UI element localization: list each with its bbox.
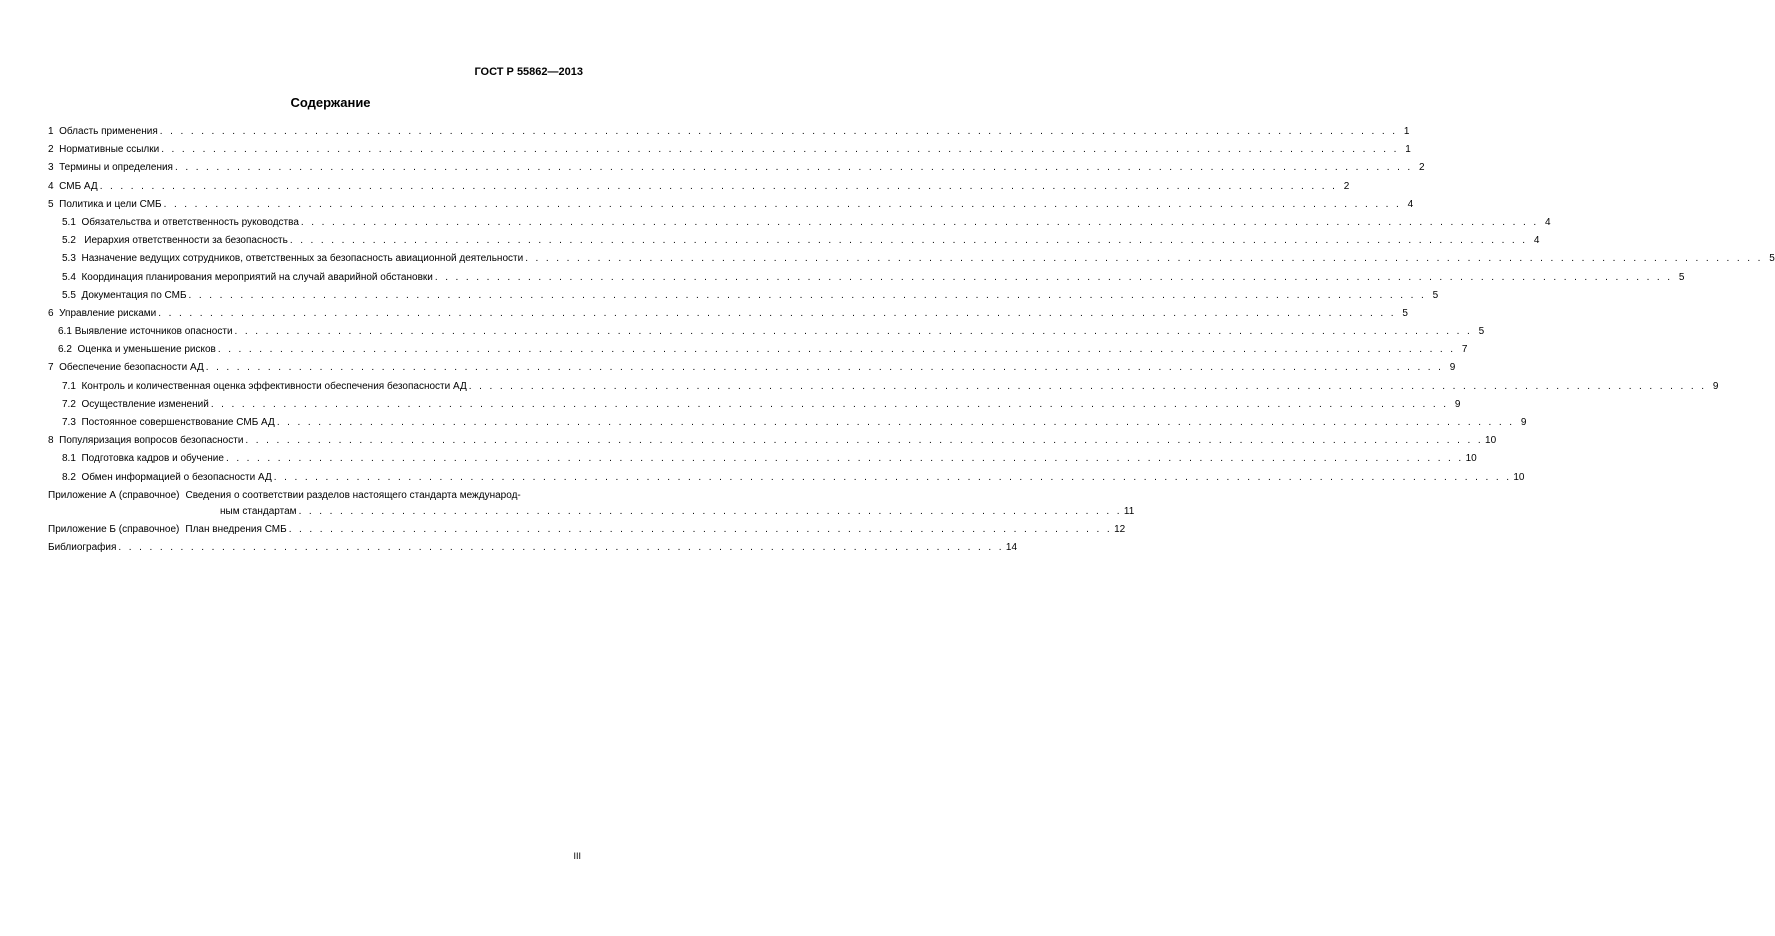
toc-entry-page: 2 bbox=[1419, 162, 1425, 174]
toc-entry[interactable] bbox=[48, 216, 1551, 234]
toc-entry[interactable] bbox=[48, 234, 1540, 252]
toc-entry-title: Координация планирования мероприятий на случай аварийной обстановки bbox=[81, 271, 433, 283]
toc-leader-dots: . . . . . . . . . . . . . . . . . . . . . . . . . . . . . . . . . . . . . . . . . . . . . . . . . . . . . . . . . . . . . . . . . . . . . . . . . . . . . . . . . . . . . . . . . . . . . . . . . . . . . . . . . . . . . . . . . . . . . . . . bbox=[245, 435, 1484, 447]
toc-entry-title: Обязательства и ответственность руководства bbox=[81, 216, 299, 228]
toc-leader-dots: . . . . . . . . . . . . . . . . . . . . . . . . . . . . . . . . . . . . . . . . . . . . . . . . . . . . . . . . . . . . . . . . . . . . . . . . . . . . . . . . . . . . . . . . . . . . . . . . . . . . . . . . . . . . . . . . . . . . . . . . bbox=[525, 253, 1763, 265]
toc-entry-number: 6.1 bbox=[58, 326, 75, 338]
toc-leader-dots: . . . . . . . . . . . . . . . . . . . . . . . . . . . . . . . . . . . . . . . . . . . . . . . . . . . . . . . . . . . . . . . . . . . . . . . . . . . . . . . . . . . . . . . . . . . . . . . . . . . . . . . . . . . . . . . . . . . . . . . . bbox=[210, 398, 1449, 410]
toc-entry-number: 5.2 bbox=[62, 235, 85, 247]
toc-entry-number: 5.3 bbox=[62, 253, 82, 265]
toc-entry-page: 10 bbox=[1465, 453, 1477, 465]
toc-entry-title: Назначение ведущих сотрудников, ответственных за безопасность авиационной деятельности bbox=[81, 253, 524, 265]
toc-leader-dots: . . . . . . . . . . . . . . . . . . . . . . . . . . . . . . . . . . . . . . . . . . . . . . . . . . . . . . . . . . . . . . . . . . . . . . . . . . . . . . . . . . . . . . . . . . . . . . . . . . . . . . . . . . . . . . . . . . . . . . . . bbox=[205, 362, 1444, 374]
toc-entry-page: 9 bbox=[1449, 362, 1456, 374]
page-number: III bbox=[573, 851, 581, 861]
toc-entry[interactable] bbox=[48, 343, 1468, 361]
toc-entry-number: 8.1 bbox=[62, 453, 82, 465]
toc-entry-title: СМБ АД bbox=[59, 180, 98, 192]
toc-leader-dots: . . . . . . . . . . . . . . . . . . . . . . . . . . . . . . . . . . . . . . . . . . . . . . . . . . . . . . . . . . . . . . . . . . . . . . . . . . . . . . . . . . . . . . . . . . . . . . . . . . . . . . . . . . . . . . . . . . . . . . . . bbox=[163, 198, 1402, 210]
toc-entry-title: Иерархия ответственности за безопасность bbox=[84, 235, 288, 247]
annex-a-label: Приложение А (справочное) bbox=[48, 489, 180, 501]
toc-leader-dots: . . . . . . . . . . . . . . . . . . . . . . . . . . . . . . . . . . . . . . . . . . . . . . . . . . . . . . . . . . . . . . . . . . . . . . . . . . . . . . . . . . . . . . . . . . . . . . . . . . . . . . . . . . . . . . . . . . . . . . . . bbox=[234, 326, 1473, 338]
toc-annex-a[interactable] bbox=[48, 489, 583, 505]
toc-entry-page: 5 bbox=[1432, 289, 1439, 301]
toc-bibliography[interactable] bbox=[48, 541, 1018, 559]
toc-leader-dots: . . . . . . . . . . . . . . . . . . . . . . . . . . . . . . . . . . . . . . . . . . . . . . . . . . . . . . . . . . . . . . . . . . . . . . . . . . . . . . . . . . . . . . . . . . . . . . . . . . . . . . . . . . . . . . . . . . . . . . . . bbox=[276, 417, 1515, 428]
toc-entry-page: 4 bbox=[1544, 216, 1551, 228]
toc-entry[interactable] bbox=[48, 398, 1461, 416]
toc-entry[interactable] bbox=[48, 471, 1525, 489]
toc-entry[interactable] bbox=[48, 361, 1456, 379]
toc-entry[interactable] bbox=[48, 325, 1485, 343]
toc-entry-number: 6.2 bbox=[58, 344, 78, 356]
toc-entry[interactable] bbox=[48, 380, 1719, 398]
annex-b-page: 12 bbox=[1114, 523, 1126, 535]
annex-a-title-line2: ным стандартам bbox=[220, 505, 297, 517]
annex-b-label: Приложение Б (справочное) bbox=[48, 523, 180, 535]
toc-leader-dots: . . . . . . . . . . . . . . . . . . . . . . . . . . . . . . . . . . . . . . . . . . . . . . . . . . . . . . . . . . . . . . . . . . . . . . . . . . . . . . . . . . . . . . . . . . . . . . . . . . . . . . . . . . . . . . . . . . . . . . . . bbox=[174, 162, 1413, 174]
toc-leader-dots: . . . . . . . . . . . . . . . . . . . . . . . . . . . . . . . . . . . . . . . . . . . . . . . . . . . . . . . . . . . . . . . . . . . . . . . . . . . . . . . . . . . . . . . . . . . . . . . . . . . . . . . . . . . . . . . . . . . . . . . . bbox=[273, 471, 1512, 483]
toc-entry[interactable] bbox=[48, 271, 1685, 289]
toc-leader-dots: . . . . . . . . . . . . . . . . . . . . . . . . . . . . . . . . . . . . . . . . . . . . . . . . . . . . . . . . . . . . . . . . . . . . . . . . . . . . . . . . . . . . . . . . . . . . . . . . . . . . . . . . . . . . . . . . . . . . . . . . bbox=[99, 180, 1338, 192]
toc-entry[interactable] bbox=[48, 198, 1414, 216]
toc-entry-title: Обеспечение безопасности АД bbox=[59, 362, 204, 374]
toc-leader-dots: . . . . . . . . . . . . . . . . . . . . . . . . . . . . . . . . . . . . . . . . . . . . . . . . . . . . . . . . . . . . . . . . . . . . . . . . . . . . . . . . . . . . . . . . . . . . . . . . . . . . . . . . . . . . . . . . . . . . . . . . bbox=[158, 307, 1396, 319]
toc-entry[interactable] bbox=[48, 161, 1425, 179]
toc-entry[interactable] bbox=[48, 434, 1497, 452]
toc-entry-title: Нормативные ссылки bbox=[59, 144, 160, 156]
toc-entry-title: Документация по СМБ bbox=[81, 289, 187, 301]
toc-entry-page: 4 bbox=[1407, 198, 1414, 210]
toc-leader-dots: . . . . . . . . . . . . . . . . . . . . . . . . . . . . . . . . . . . . . . . . . . . . . . . . . . . . . . . . . . . . . . . . . . . . . . . . . . . . . . . . . . . . . . . . . . . . . . . . . . . . . . . . . . . . . . . . . . . . . . . . bbox=[159, 126, 1398, 137]
toc-leader-dots: . . . . . . . . . . . . . . . . . . . . . . . . . . . . . . . . . . . . . . . . . . . . . . . . . . . . . . . . . . . . . . . . . . . . . . . . . . . . . . . . . . . . . . . . . . . . . . . . . . . . . . . . . . . . . . . . . . . . . . . . bbox=[188, 289, 1427, 301]
toc-entry-page: 4 bbox=[1533, 235, 1540, 247]
toc-entry-title: Термины и определения bbox=[59, 162, 173, 174]
toc-entry[interactable] bbox=[48, 452, 1477, 470]
toc-entry-page: 9 bbox=[1520, 417, 1527, 428]
toc-entry-title: Политика и цели СМБ bbox=[59, 198, 162, 210]
standard-code: ГОСТ Р 55862—2013 bbox=[474, 66, 583, 78]
bibliography-page: 14 bbox=[1005, 541, 1018, 553]
annex-b-title: План внедрения СМБ bbox=[185, 523, 287, 535]
toc-entry-title: Управление рисками bbox=[59, 307, 157, 319]
toc-entry-number: 7 bbox=[48, 362, 60, 374]
toc-entry[interactable] bbox=[48, 416, 1527, 434]
toc-leader-dots: . . . . . . . . . . . . . . . . . . . . . . . . . . . . . . . . . . . . . . . . . . . . . . . . . . . . . . . . . . . . . . . . . . . . . . . . . . . . . . . . bbox=[288, 523, 1113, 535]
toc-entry-title: Выявление источников опасности bbox=[74, 326, 233, 338]
toc-entry[interactable] bbox=[48, 143, 1411, 161]
toc-entry-number: 7.1 bbox=[62, 380, 82, 392]
toc-entry-title: Популяризация вопросов безопасности bbox=[59, 435, 244, 447]
toc-entry-number: 7.3 bbox=[62, 417, 82, 428]
toc-leader-dots: . . . . . . . . . . . . . . . . . . . . . . . . . . . . . . . . . . . . . . . . . . . . . . . . . . . . . . . . . . . . . . . . . . . . . . . . . . . . . . . . . . . . . . . . . . . . . . . . . . . . . . . . . . . . . . . . . . . . . . . . bbox=[468, 380, 1707, 392]
toc-leader-dots: . . . . . . . . . . . . . . . . . . . . . . . . . . . . . . . . . . . . . . . . . . . . . . . . . . . . . . . . . . . . . . . . . . . . . . . . . . . . . . . . . . . . . . . . . . . . . . . . . . . . . . . . . . . . . . . . . . . . . . . . bbox=[300, 216, 1539, 228]
toc-leader-dots: . . . . . . . . . . . . . . . . . . . . . . . . . . . . . . . . . . . . . . . . . . . . . . . . . . . . . . . . . . . . . . . . . . . . . . . . . . . . . . . . . . . . . . . . . . . . . . . . . . . . . . . . . . . . . . . . . . . . . . . . bbox=[161, 144, 1399, 156]
toc-entry-page: 1 bbox=[1403, 126, 1410, 137]
toc-entry-title: Обмен информацией о безопасности АД bbox=[81, 471, 272, 483]
toc-entry-page: 2 bbox=[1343, 180, 1350, 192]
toc-annex-a-cont[interactable] bbox=[48, 505, 1135, 523]
toc-entry-page: 5 bbox=[1478, 326, 1485, 338]
toc-entry-page: 10 bbox=[1485, 435, 1497, 447]
toc-leader-dots: . . . . . . . . . . . . . . . . . . . . . . . . . . . . . . . . . . . . . . . . . . . . . . . . . . . . . . . . . . . . . . . . . . . . . . . . . . . . . . . . . . . . . . bbox=[118, 541, 1004, 553]
toc-annex-b[interactable] bbox=[48, 523, 1126, 541]
toc-entry[interactable] bbox=[48, 307, 1408, 325]
toc-entry-page: 7 bbox=[1461, 344, 1468, 356]
toc-entry[interactable] bbox=[48, 180, 1350, 198]
toc-entry-page: 9 bbox=[1712, 380, 1719, 392]
table-of-contents bbox=[48, 125, 1775, 559]
toc-entry-number: 5.5 bbox=[62, 289, 82, 301]
annex-a-page: 11 bbox=[1123, 505, 1135, 517]
annex-a-title-line1: Сведения о соответствии разделов настоящего стандарта международ- bbox=[185, 489, 521, 501]
toc-entry-title: Оценка и уменьшение рисков bbox=[77, 344, 216, 356]
toc-entry[interactable] bbox=[48, 252, 1775, 270]
toc-entry-number: 7.2 bbox=[62, 398, 82, 410]
toc-entry-number: 6 bbox=[48, 307, 60, 319]
toc-entry-number: 8 bbox=[48, 435, 60, 447]
toc-entry-number: 4 bbox=[48, 180, 60, 192]
toc-entry-number: 5.4 bbox=[62, 271, 82, 283]
toc-entry-title: Подготовка кадров и обучение bbox=[81, 453, 224, 465]
toc-entry-page: 5 bbox=[1678, 271, 1685, 283]
toc-entry-number: 5.1 bbox=[62, 216, 82, 228]
toc-entry-title: Осуществление изменений bbox=[81, 398, 209, 410]
toc-title: Содержание bbox=[290, 95, 371, 110]
toc-leader-dots: . . . . . . . . . . . . . . . . . . . . . . . . . . . . . . . . . . . . . . . . . . . . . . . . . . . . . . . . . . . . . . . . . . . . . . . . . . . . . . . . bbox=[298, 505, 1122, 517]
toc-entry[interactable] bbox=[48, 289, 1439, 307]
toc-entry-page: 10 bbox=[1513, 471, 1525, 483]
toc-entry-page: 5 bbox=[1402, 307, 1408, 319]
toc-entries bbox=[48, 125, 1775, 489]
toc-entry-title: Контроль и количественная оценка эффективности обеспечения безопасности АД bbox=[81, 380, 467, 392]
toc-leader-dots: . . . . . . . . . . . . . . . . . . . . . . . . . . . . . . . . . . . . . . . . . . . . . . . . . . . . . . . . . . . . . . . . . . . . . . . . . . . . . . . . . . . . . . . . . . . . . . . . . . . . . . . . . . . . . . . . . . . . . . . . bbox=[217, 344, 1456, 356]
toc-entry-number: 5 bbox=[48, 198, 60, 210]
toc-entry-title: Область применения bbox=[59, 126, 158, 137]
toc-entry-number: 8.2 bbox=[62, 471, 82, 483]
toc-leader-dots: . . . . . . . . . . . . . . . . . . . . . . . . . . . . . . . . . . . . . . . . . . . . . . . . . . . . . . . . . . . . . . . . . . . . . . . . . . . . . . . . . . . . . . . . . . . . . . . . . . . . . . . . . . . . . . . . . . . . . . . . bbox=[289, 235, 1528, 247]
toc-entry[interactable] bbox=[48, 125, 1410, 143]
toc-entry-page: 1 bbox=[1405, 144, 1411, 156]
toc-leader-dots: . . . . . . . . . . . . . . . . . . . . . . . . . . . . . . . . . . . . . . . . . . . . . . . . . . . . . . . . . . . . . . . . . . . . . . . . . . . . . . . . . . . . . . . . . . . . . . . . . . . . . . . . . . . . . . . . . . . . . . . . bbox=[434, 271, 1673, 283]
bibliography-title: Библиография bbox=[48, 541, 117, 553]
toc-entry-number: 3 bbox=[48, 162, 60, 174]
toc-entry-page: 9 bbox=[1454, 398, 1461, 410]
toc-entry-title: Постоянное совершенствование СМБ АД bbox=[81, 417, 275, 428]
toc-entry-number: 2 bbox=[48, 144, 60, 156]
toc-entry-number: 1 bbox=[48, 126, 60, 137]
toc-leader-dots: . . . . . . . . . . . . . . . . . . . . . . . . . . . . . . . . . . . . . . . . . . . . . . . . . . . . . . . . . . . . . . . . . . . . . . . . . . . . . . . . . . . . . . . . . . . . . . . . . . . . . . . . . . . . . . . . . . . . . . . . bbox=[225, 453, 1464, 465]
toc-entry-page: 5 bbox=[1769, 253, 1775, 265]
